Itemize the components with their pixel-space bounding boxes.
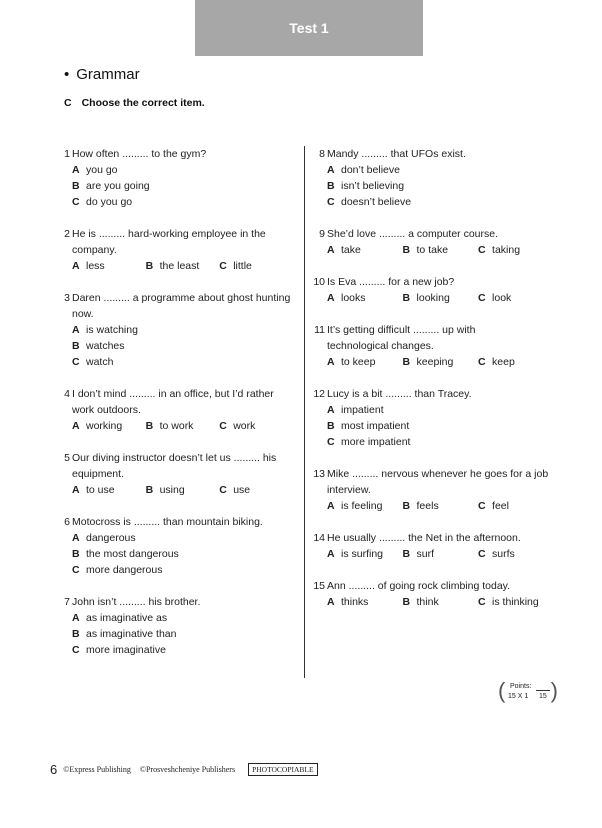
option-b[interactable] xyxy=(146,482,220,498)
left-bracket-icon: ( xyxy=(498,678,506,703)
option-letter: B xyxy=(402,548,411,560)
question-text: John isn’t ......... his brother. xyxy=(72,596,201,608)
option-c[interactable] xyxy=(478,242,563,258)
option-a[interactable] xyxy=(72,322,302,338)
option-b[interactable] xyxy=(403,242,479,258)
question-text: Mandy ......... that UFOs exist. xyxy=(327,148,466,160)
option-text: more imaginative xyxy=(86,644,166,656)
option-text: look xyxy=(492,292,512,304)
option-letter: C xyxy=(478,548,486,560)
option-text: do you go xyxy=(86,196,133,208)
option-text: looking xyxy=(416,292,450,304)
question-text: equipment. xyxy=(72,468,124,480)
option-a[interactable] xyxy=(72,610,302,626)
option-c[interactable] xyxy=(219,258,302,274)
option-letter: C xyxy=(478,292,486,304)
question-text: How often ......... to the gym? xyxy=(72,148,207,160)
question-11 xyxy=(313,322,563,370)
question-13 xyxy=(313,466,563,514)
option-c[interactable] xyxy=(72,642,302,658)
question-number: 6 xyxy=(64,516,70,528)
option-letter: B xyxy=(402,244,411,256)
option-text: as imaginative than xyxy=(86,628,177,640)
question-number: 7 xyxy=(64,596,70,608)
option-b[interactable] xyxy=(403,290,479,306)
option-c[interactable] xyxy=(72,194,302,210)
option-text: the most dangerous xyxy=(86,548,179,560)
question-14 xyxy=(313,530,563,562)
footer xyxy=(50,762,318,777)
question-3 xyxy=(58,290,302,370)
answer-options xyxy=(72,418,302,434)
test-title-banner xyxy=(195,0,423,56)
option-letter: C xyxy=(478,500,486,512)
option-letter: C xyxy=(478,244,486,256)
question-number: 9 xyxy=(319,228,325,240)
question-text: It’s getting difficult ......... up with xyxy=(327,324,476,336)
option-c[interactable] xyxy=(478,498,563,514)
answer-options xyxy=(327,498,563,514)
option-letter: B xyxy=(72,180,80,192)
option-letter: B xyxy=(402,356,411,368)
option-letter: B xyxy=(72,340,80,352)
option-letter: A xyxy=(72,612,80,624)
option-c[interactable] xyxy=(327,434,563,450)
option-letter: A xyxy=(327,596,335,608)
option-b[interactable] xyxy=(146,418,220,434)
option-a[interactable] xyxy=(327,162,563,178)
option-text: keeping xyxy=(416,356,454,368)
option-text: as imaginative as xyxy=(86,612,168,624)
option-letter: B xyxy=(145,420,154,432)
answer-options xyxy=(72,482,302,498)
question-8 xyxy=(313,146,563,210)
option-text: you go xyxy=(86,164,118,176)
points-label: Points: xyxy=(510,683,532,690)
option-letter: C xyxy=(478,356,486,368)
option-a[interactable] xyxy=(72,162,302,178)
option-text: is thinking xyxy=(492,596,539,608)
option-letter: A xyxy=(327,244,335,256)
points-box xyxy=(498,678,558,706)
option-a[interactable] xyxy=(72,258,146,274)
question-number: 15 xyxy=(313,580,325,592)
instruction-text: Choose the correct item. xyxy=(81,97,205,109)
question-text: Motocross is ......... than mountain biking. xyxy=(72,516,263,528)
option-text: use xyxy=(233,484,251,496)
option-b[interactable] xyxy=(403,594,479,610)
option-letter: A xyxy=(327,404,335,416)
option-text: looks xyxy=(341,292,366,304)
question-text: Mike ......... nervous whenever he goes for a job xyxy=(327,468,549,480)
option-text: dangerous xyxy=(86,532,136,544)
option-letter: C xyxy=(327,436,335,448)
instruction xyxy=(64,97,205,109)
option-b[interactable] xyxy=(403,354,479,370)
option-letter: A xyxy=(327,548,335,560)
option-letter: A xyxy=(72,164,80,176)
option-b[interactable] xyxy=(72,338,302,354)
option-letter: A xyxy=(327,292,335,304)
option-a[interactable] xyxy=(327,402,563,418)
option-letter: B xyxy=(402,292,411,304)
option-a[interactable] xyxy=(327,354,403,370)
option-text: think xyxy=(416,596,439,608)
option-letter: A xyxy=(72,484,80,496)
test-title: Test 1 xyxy=(289,20,329,36)
option-text: watches xyxy=(86,340,125,352)
option-b[interactable] xyxy=(72,178,302,194)
question-number: 11 xyxy=(314,324,325,336)
option-text: isn’t believing xyxy=(341,180,405,192)
question-number: 13 xyxy=(313,468,325,480)
answer-options xyxy=(72,258,302,274)
answer-options xyxy=(72,162,302,210)
option-text: to work xyxy=(159,420,194,432)
option-text: keep xyxy=(492,356,515,368)
option-c[interactable] xyxy=(219,418,302,434)
option-text: little xyxy=(233,260,252,272)
option-letter: A xyxy=(327,164,335,176)
question-text: She’d love ......... a computer course. xyxy=(327,228,498,240)
answer-options xyxy=(327,354,563,370)
option-a[interactable] xyxy=(327,594,403,610)
points-formula: 15 X 1 xyxy=(508,693,529,700)
publisher-express: ©Express Publishing xyxy=(63,765,131,774)
option-c[interactable] xyxy=(478,290,563,306)
question-text: interview. xyxy=(327,484,371,496)
answer-options xyxy=(327,290,563,306)
option-a[interactable] xyxy=(72,482,146,498)
option-letter: C xyxy=(219,484,227,496)
question-15 xyxy=(313,578,563,610)
question-number: 12 xyxy=(313,388,325,400)
option-letter: B xyxy=(402,500,411,512)
question-7 xyxy=(58,594,302,658)
question-text: Our diving instructor doesn’t let us ......... his xyxy=(72,452,277,464)
option-text: watch xyxy=(86,356,114,368)
points-total: 15 xyxy=(539,693,547,700)
option-letter: C xyxy=(72,644,80,656)
question-text: He is ......... hard-working employee in the xyxy=(72,228,266,240)
option-text: is surfing xyxy=(341,548,384,560)
option-text: feel xyxy=(492,500,509,512)
option-a[interactable] xyxy=(72,418,146,434)
question-4 xyxy=(58,386,302,434)
question-text: technological changes. xyxy=(327,340,434,352)
question-5 xyxy=(58,450,302,498)
option-letter: C xyxy=(72,196,80,208)
question-text: I don’t mind ......... in an office, but I’d rather xyxy=(72,388,274,400)
option-text: more dangerous xyxy=(86,564,163,576)
option-text: is watching xyxy=(86,324,138,336)
right-bracket-icon: ) xyxy=(550,678,558,703)
option-b[interactable] xyxy=(72,546,302,562)
option-b[interactable] xyxy=(403,546,479,562)
question-text: Daren ......... a programme about ghost hunting xyxy=(72,292,291,304)
option-text: surf xyxy=(416,548,435,560)
question-number: 3 xyxy=(64,292,70,304)
question-number: 10 xyxy=(313,276,325,288)
option-text: feels xyxy=(416,500,439,512)
option-text: surfs xyxy=(492,548,515,560)
question-number: 2 xyxy=(64,228,70,240)
answer-options xyxy=(327,546,563,562)
option-letter: B xyxy=(145,484,154,496)
option-text: less xyxy=(86,260,105,272)
option-c[interactable] xyxy=(219,482,302,498)
option-text: doesn’t believe xyxy=(341,196,412,208)
question-number: 8 xyxy=(319,148,325,160)
option-letter: A xyxy=(72,260,80,272)
option-letter: B xyxy=(402,596,411,608)
option-text: to keep xyxy=(341,356,376,368)
question-text: Lucy is a bit ......... than Tracey. xyxy=(327,388,472,400)
question-number: 14 xyxy=(313,532,325,544)
option-letter: B xyxy=(72,628,80,640)
points-blank-line xyxy=(536,690,550,691)
option-letter: B xyxy=(327,180,335,192)
option-text: thinks xyxy=(341,596,369,608)
question-10 xyxy=(313,274,563,306)
bullet-icon: • xyxy=(64,66,70,83)
option-letter: A xyxy=(327,356,335,368)
option-a[interactable] xyxy=(327,498,403,514)
option-text: to take xyxy=(416,244,449,256)
photocopiable-badge: PHOTOCOPIABLE xyxy=(248,763,318,776)
question-9 xyxy=(313,226,563,258)
option-b[interactable] xyxy=(72,626,302,642)
option-b[interactable] xyxy=(327,418,563,434)
question-text: work outdoors. xyxy=(72,404,141,416)
option-text: impatient xyxy=(341,404,384,416)
instruction-letter: C xyxy=(64,97,72,109)
option-text: is feeling xyxy=(341,500,383,512)
option-c[interactable] xyxy=(72,354,302,370)
option-text: work xyxy=(233,420,256,432)
question-12 xyxy=(313,386,563,450)
option-a[interactable] xyxy=(327,290,403,306)
option-letter: A xyxy=(72,420,80,432)
option-letter: C xyxy=(478,596,486,608)
option-letter: B xyxy=(145,260,154,272)
option-letter: B xyxy=(327,420,335,432)
question-2 xyxy=(58,226,302,274)
publisher-prosveshcheniye: ©Prosveshcheniye Publishers xyxy=(139,765,236,774)
option-letter: C xyxy=(72,564,80,576)
option-text: more impatient xyxy=(341,436,411,448)
answer-options xyxy=(327,162,563,210)
option-a[interactable] xyxy=(327,242,403,258)
option-a[interactable] xyxy=(327,546,403,562)
option-b[interactable] xyxy=(403,498,479,514)
option-b[interactable] xyxy=(327,178,563,194)
option-c[interactable] xyxy=(478,594,563,610)
option-letter: B xyxy=(72,548,80,560)
option-c[interactable] xyxy=(327,194,563,210)
section-heading xyxy=(64,66,140,83)
question-number: 5 xyxy=(64,452,70,464)
answer-options xyxy=(327,242,563,258)
answer-options xyxy=(72,530,302,578)
question-number: 4 xyxy=(64,388,70,400)
option-letter: C xyxy=(72,356,80,368)
option-text: take xyxy=(341,244,361,256)
answer-options xyxy=(72,322,302,370)
option-text: using xyxy=(159,484,185,496)
question-text: Ann ......... of going rock climbing today. xyxy=(327,580,511,592)
option-text: most impatient xyxy=(341,420,410,432)
answer-options xyxy=(327,402,563,450)
option-c[interactable] xyxy=(72,562,302,578)
question-6 xyxy=(58,514,302,578)
option-letter: A xyxy=(72,532,80,544)
question-1 xyxy=(58,146,302,210)
option-text: the least xyxy=(159,260,200,272)
question-text: He usually ......... the Net in the afternoon. xyxy=(327,532,521,544)
option-text: taking xyxy=(492,244,521,256)
option-c[interactable] xyxy=(478,354,563,370)
question-text: company. xyxy=(72,244,117,256)
option-text: working xyxy=(86,420,123,432)
option-a[interactable] xyxy=(72,530,302,546)
option-letter: A xyxy=(327,500,335,512)
option-b[interactable] xyxy=(146,258,220,274)
option-text: to use xyxy=(86,484,115,496)
question-number: 1 xyxy=(64,148,70,160)
column-divider xyxy=(304,146,305,678)
option-text: don’t believe xyxy=(341,164,400,176)
page-number: 6 xyxy=(50,762,58,777)
option-text: are you going xyxy=(86,180,150,192)
answer-options xyxy=(72,610,302,658)
option-c[interactable] xyxy=(478,546,563,562)
section-title: Grammar xyxy=(76,66,140,83)
option-letter: C xyxy=(219,420,227,432)
option-letter: C xyxy=(327,196,335,208)
question-text: Is Eva ......... for a new job? xyxy=(327,276,455,288)
option-letter: A xyxy=(72,324,80,336)
option-letter: C xyxy=(219,260,227,272)
question-text: now. xyxy=(72,308,94,320)
answer-options xyxy=(327,594,563,610)
